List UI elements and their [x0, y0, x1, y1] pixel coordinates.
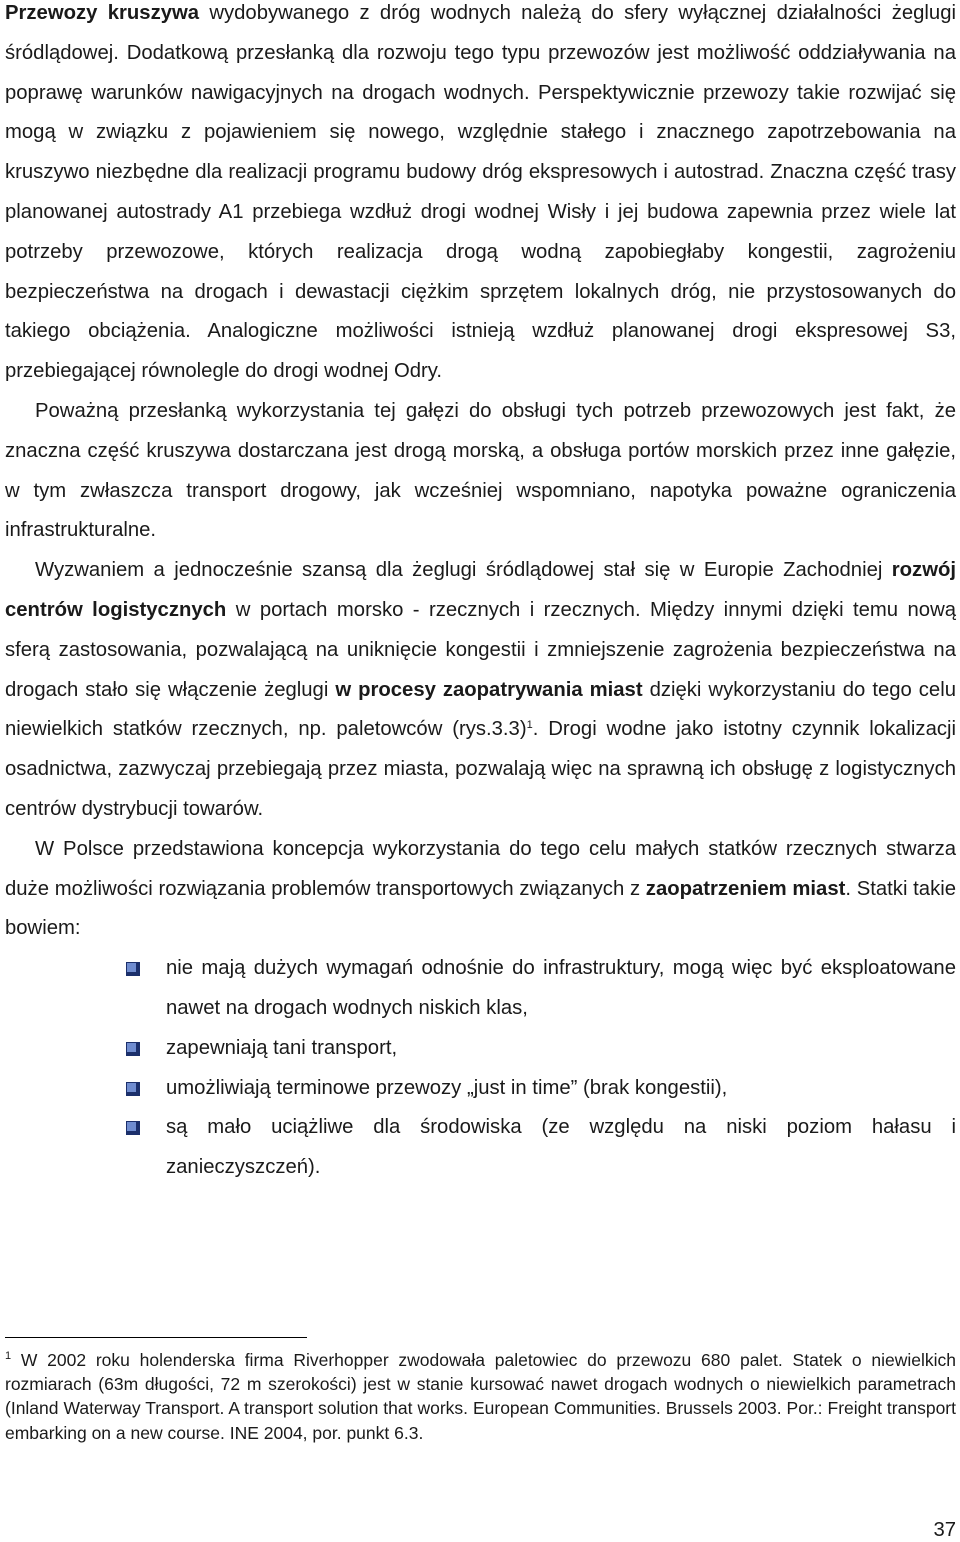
advantages-list [5, 949, 956, 1188]
footnote-number: 1 [5, 1350, 12, 1362]
bold-phrase: Przewozy kruszywa [5, 2, 200, 24]
bold-phrase: zaopatrzeniem miast [645, 877, 846, 900]
page-number: 37 [933, 1519, 956, 1541]
square-bullet-icon [126, 1042, 140, 1056]
square-bullet-icon [126, 1082, 140, 1096]
footnote-reference[interactable]: 1 [526, 719, 533, 732]
footnote-separator [5, 1337, 307, 1338]
list-item-text: są mało uciążliwe dla środowiska (ze względu na niski poziom hałasu i zanieczyszczeń). [166, 1116, 956, 1179]
document-page [5, 0, 956, 1188]
bold-phrase: rozwój centrów logistycznych [5, 559, 956, 621]
paragraph-text: W Polsce przedstawiona koncepcja wykorzystania do tego celu małych statków rzecznych stwarza duże możliwości rozwiązania problemów transportowych związanych z [5, 837, 956, 900]
list-item [5, 1108, 956, 1188]
footnote [5, 1348, 956, 1445]
list-item-text: nie mają dużych wymagań odnośnie do infrastruktury, mogą więc być eksploatowane nawet na drogach wodnych niskich klas, [166, 957, 956, 1019]
paragraph-text: dzięki wykorzystaniu do tego celu niewielkich statków rzecznych, np. paletowców (rys.3.3) [5, 678, 956, 741]
list-item-text: zapewniają tani transport, [166, 1036, 398, 1059]
paragraph-logistics-centers [5, 551, 956, 830]
list-item-text: umożliwiają terminowe przewozy „just in time” (brak kongestii), [166, 1076, 728, 1099]
square-bullet-icon [126, 1121, 140, 1135]
paragraph-poland-concept [5, 830, 956, 949]
paragraph-text: wydobywanego z dróg wodnych należą do sfery wyłącznej działalności żeglugi śródlądowej. Dodatkową przesłanką dla rozwoju tego typu przewozów jest możliwość oddziaływania na poprawę warunków nawigacyjnych na drogach wodnych. Perspektywicznie przewozy takie rozwijać się mogą w związku z pojawieniem się nowego, względnie stałego i znacznego zapotrzebowania na kruszywo niezbędne dla realizacji programu budowy dróg ekspresowych i autostrad. Znaczna część trasy planowanej autostrady A1 przebiega wzdłuż drogi wodnej Wisły i jej budowa zapewnia przez wiele lat potrzeby przewozowe, których realizacja drogą wodną zapobiegłaby kongestii, zagrożeniu bezpieczeństwa na drogach i dewastacji ciężkim sprzętem lokalnych dróg, nie przystosowanych do takiego obciążenia. Analogiczne możliwości istnieją wzdłuż planowanej drogi ekspresowej S3, przebiegającej równolegle do drogi wodnej Odry. [5, 2, 956, 383]
square-bullet-icon [126, 962, 140, 976]
bold-phrase: w procesy zaopatrywania miast [335, 678, 643, 701]
paragraph-sea-transport [5, 392, 956, 551]
list-item [5, 1069, 956, 1109]
footnote-text: W 2002 roku holenderska firma Riverhopper zwodowała paletowiec do przewozu 680 palet. Statek o niewielkich rozmiarach (63m długości, 72 m szerokości) jest w stanie kursować nawet drogach wodnych o niewielkich parametrach (Inland Waterway Transport. A transport solution that works. European Communities. Brussels 2003. Por.: Freight transport embarking on a new course. INE 2004, por. punkt 6.3. [5, 1350, 956, 1443]
paragraph-text: . Statki takie bowiem: [5, 877, 956, 940]
paragraph-text: w portach morsko - rzecznych i rzecznych. Między innymi dzięki temu nową sferą zastosowania, pozwalającą na uniknięcie kongestii i zmniejszenie zagrożenia bezpieczeństwa na drogach stało się włączenie żeglugi [5, 598, 957, 701]
paragraph-text: Poważną przesłanką wykorzystania tej gałęzi do obsługi tych potrzeb przewozowych jest fakt, że znaczna część kruszywa dostarczana jest drogą morską, a obsługa portów morskich przez inne gałęzie, w tym zwłaszcza transport drogowy, jak wcześniej wspomniano, napotyka poważne ograniczenia infrastrukturalne. [5, 399, 956, 542]
list-item [5, 949, 956, 1029]
paragraph-text: Wyzwaniem a jednocześnie szansą dla żeglugi śródlądowej stał się w Europie Zachodniej [35, 559, 892, 582]
paragraph-text: . Drogi wodne jako istotny czynnik lokalizacji osadnictwa, zazwyczaj przebiegają przez miasta, pozwalają więc na sprawną ich obsługę z logistycznych centrów dystrybucji towarów. [5, 718, 957, 820]
paragraph-aggregate-transport [5, 0, 956, 392]
list-item [5, 1029, 956, 1069]
